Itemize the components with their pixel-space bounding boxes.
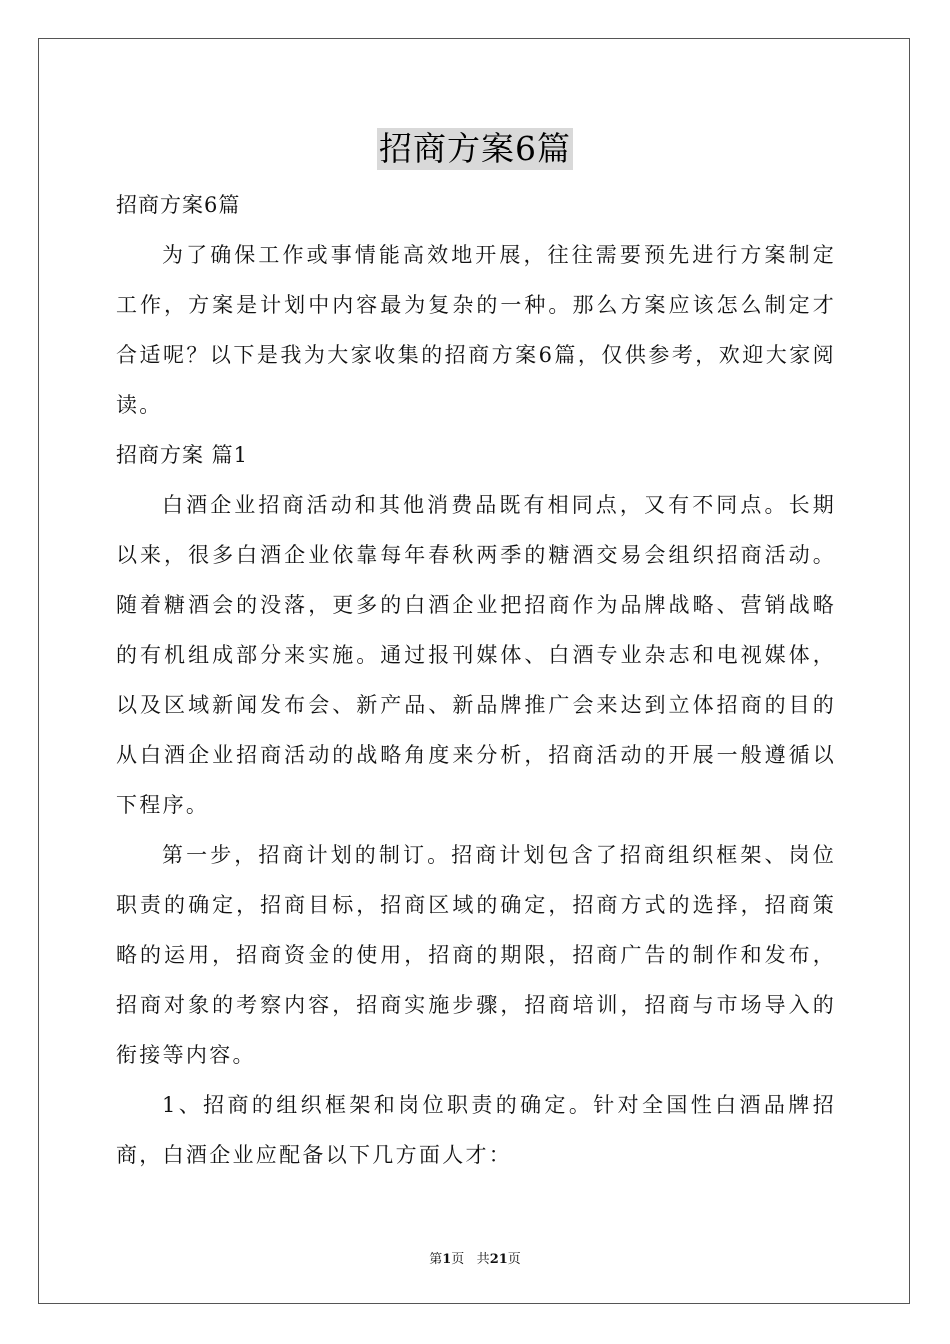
total-suffix: 页 (507, 1252, 521, 1267)
intro-paragraph: 为了确保工作或事情能高效地开展，往往需要预先进行方案制定工作，方案是计划中内容最为复杂的一种。那么方案应该怎么制定才合适呢？以下是我为大家收集的招商方案6篇，仅供参考，欢迎大家阅读。 (116, 243, 836, 417)
total-prefix: 共 (476, 1252, 490, 1267)
document-title: 招商方案6篇 (379, 129, 571, 168)
page-number: 1 (442, 1252, 452, 1267)
title-wrap (0, 128, 950, 170)
total-pages: 21 (489, 1252, 508, 1267)
page-suffix: 页 (451, 1252, 465, 1267)
section-heading: 招商方案 篇1 (116, 443, 249, 467)
body-paragraph-2: 第一步，招商计划的制订。招商计划包含了招商组织框架、岗位职责的确定，招商目标，招商区域的确定，招商方式的选择，招商策略的运用，招商资金的使用，招商的期限，招商广告的制作和发布，招商对象的考察内容，招商实施步骤，招商培训，招商与市场导入的衔接等内容。 (116, 843, 836, 1067)
page-prefix: 第 (429, 1252, 443, 1267)
body-paragraph-1: 白酒企业招商活动和其他消费品既有相同点，又有不同点。长期以来，很多白酒企业依靠每年春秋两季的糖酒交易会组织招商活动。随着糖酒会的没落，更多的白酒企业把招商作为品牌战略、营销战略的有机组成部分来实施。通过报刊媒体、白酒专业杂志和电视媒体，以及区域新闻发布会、新产品、新品牌推广会来达到立体招商的目的从白酒企业招商活动的战略角度来分析，招商活动的开展一般遵循以下程序。 (116, 493, 836, 817)
document-subtitle: 招商方案6篇 (116, 193, 241, 217)
page-footer (0, 1248, 950, 1267)
document-body (116, 180, 836, 1180)
body-paragraph-3: 1、招商的组织框架和岗位职责的确定。针对全国性白酒品牌招商，白酒企业应配备以下几方面人才： (116, 1093, 836, 1167)
